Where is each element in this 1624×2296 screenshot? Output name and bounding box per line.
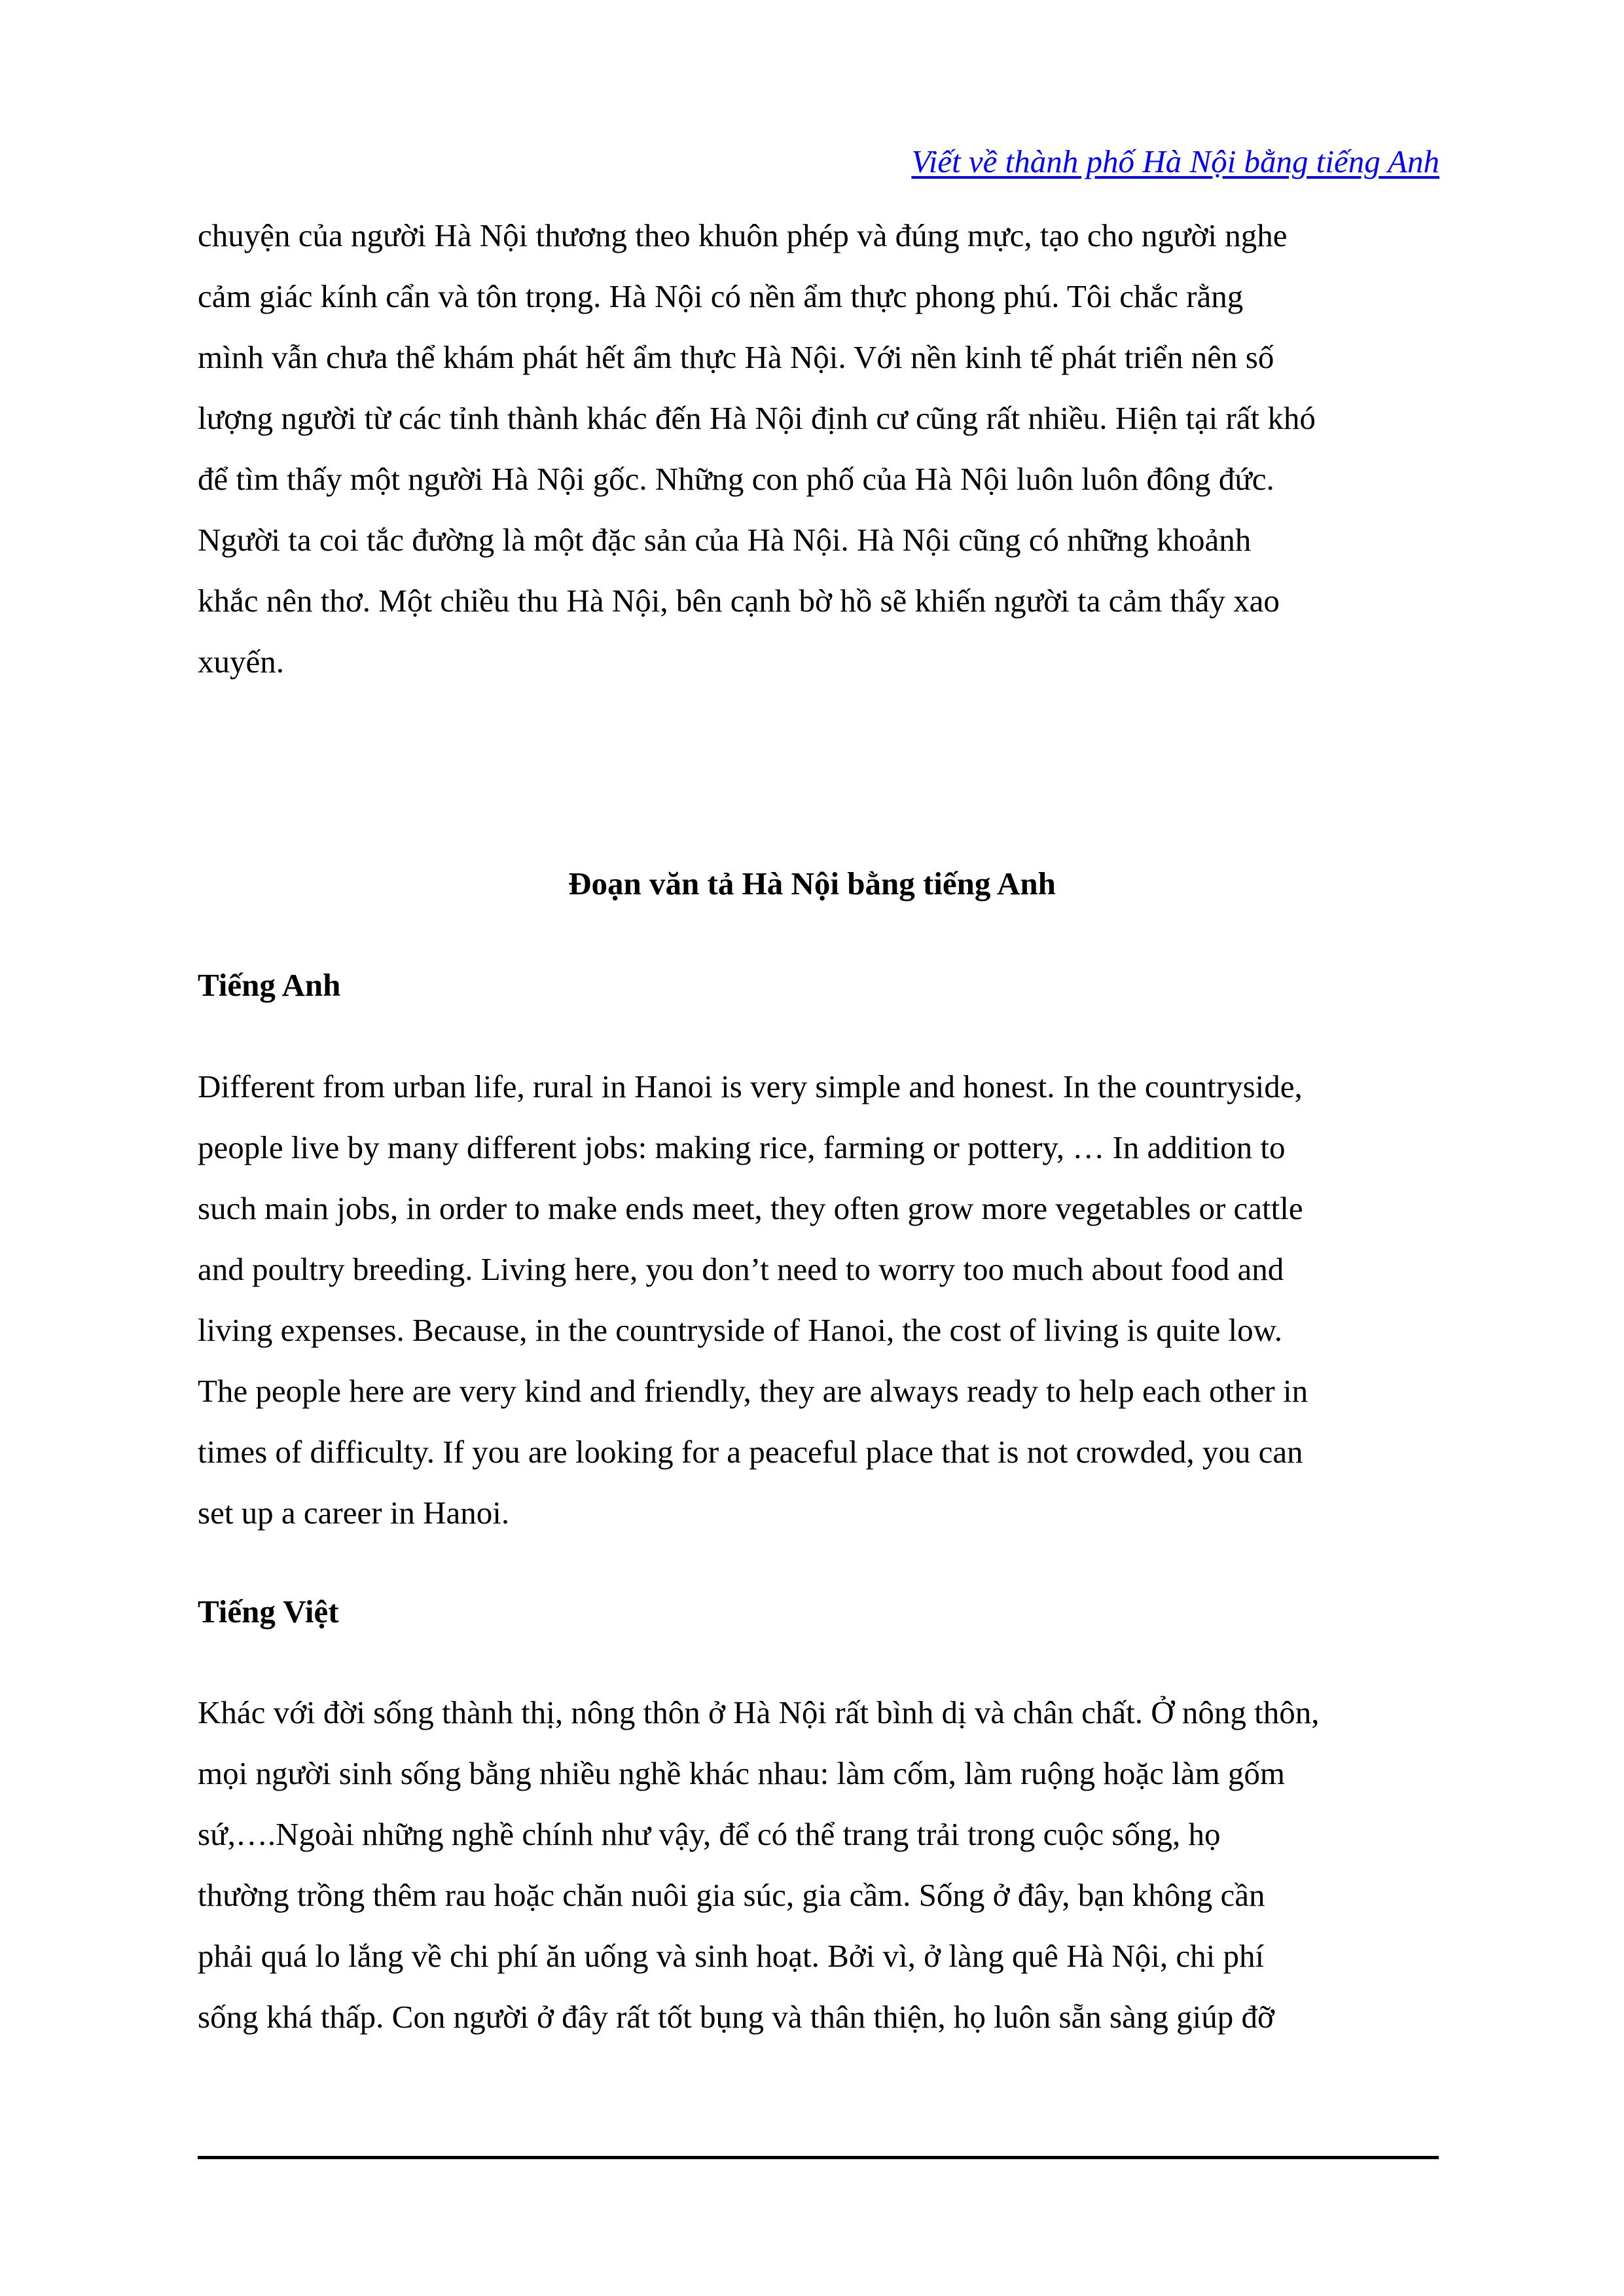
english-heading: Tiếng Anh xyxy=(198,967,341,1003)
english-line: The people here are very kind and friendly, they are always ready to help each other in xyxy=(198,1373,1308,1409)
vietnamese-line: mọi người sinh sống bằng nhiều nghề khác nhau: làm cốm, làm ruộng hoặc làm gốm xyxy=(198,1755,1285,1791)
english-line: people live by many different jobs: making rice, farming or pottery, … In addition to xyxy=(198,1129,1286,1165)
intro-line: mình vẫn chưa thể khám phát hết ẩm thực Hà Nội. Với nền kinh tế phát triển nên số xyxy=(198,339,1274,375)
vietnamese-line: sống khá thấp. Con người ở đây rất tốt bụng và thân thiện, họ luôn sẵn sàng giúp đỡ xyxy=(198,1999,1274,2035)
english-line: living expenses. Because, in the countryside of Hanoi, the cost of living is quite low. xyxy=(198,1312,1283,1348)
english-line: Different from urban life, rural in Hanoi is very simple and honest. In the countryside, xyxy=(198,1068,1303,1104)
vietnamese-line: sứ,….Ngoài những nghề chính như vậy, để có thể trang trải trong cuộc sống, họ xyxy=(198,1816,1221,1852)
header-link[interactable]: Viết về thành phố Hà Nội bằng tiếng Anh xyxy=(911,143,1439,179)
intro-line: Người ta coi tắc đường là một đặc sản của Hà Nội. Hà Nội cũng có những khoảnh xyxy=(198,522,1252,558)
intro-line: khắc nên thơ. Một chiều thu Hà Nội, bên cạnh bờ hồ sẽ khiến người ta cảm thấy xao xyxy=(198,583,1280,619)
english-line: times of difficulty. If you are looking for a peaceful place that is not crowded, you can xyxy=(198,1434,1303,1470)
vietnamese-line: phải quá lo lắng về chi phí ăn uống và sinh hoạt. Bởi vì, ở làng quê Hà Nội, chi phí xyxy=(198,1938,1265,1974)
vietnamese-line: Khác với đời sống thành thị, nông thôn ở Hà Nội rất bình dị và chân chất. Ở nông thôn, xyxy=(198,1694,1320,1730)
english-line: such main jobs, in order to make ends meet, they often grow more vegetables or cattle xyxy=(198,1190,1303,1226)
intro-line: lượng người từ các tỉnh thành khác đến Hà Nội định cư cũng rất nhiều. Hiện tại rất khó xyxy=(198,400,1316,436)
footer-divider xyxy=(198,2156,1439,2159)
vietnamese-heading: Tiếng Việt xyxy=(198,1594,339,1630)
intro-line: cảm giác kính cẩn và tôn trọng. Hà Nội có nền ẩm thực phong phú. Tôi chắc rằng xyxy=(198,278,1244,314)
section-title: Đoạn văn tả Hà Nội bằng tiếng Anh xyxy=(568,866,1056,902)
english-line: set up a career in Hanoi. xyxy=(198,1495,510,1531)
intro-line: chuyện của người Hà Nội thương theo khuôn phép và đúng mực, tạo cho người nghe xyxy=(198,217,1288,253)
intro-line: xuyến. xyxy=(198,644,284,680)
intro-line: để tìm thấy một người Hà Nội gốc. Những con phố của Hà Nội luôn luôn đông đức. xyxy=(198,461,1274,497)
english-line: and poultry breeding. Living here, you don’t need to worry too much about food and xyxy=(198,1251,1284,1287)
vietnamese-line: thường trồng thêm rau hoặc chăn nuôi gia súc, gia cầm. Sống ở đây, bạn không cần xyxy=(198,1877,1265,1913)
